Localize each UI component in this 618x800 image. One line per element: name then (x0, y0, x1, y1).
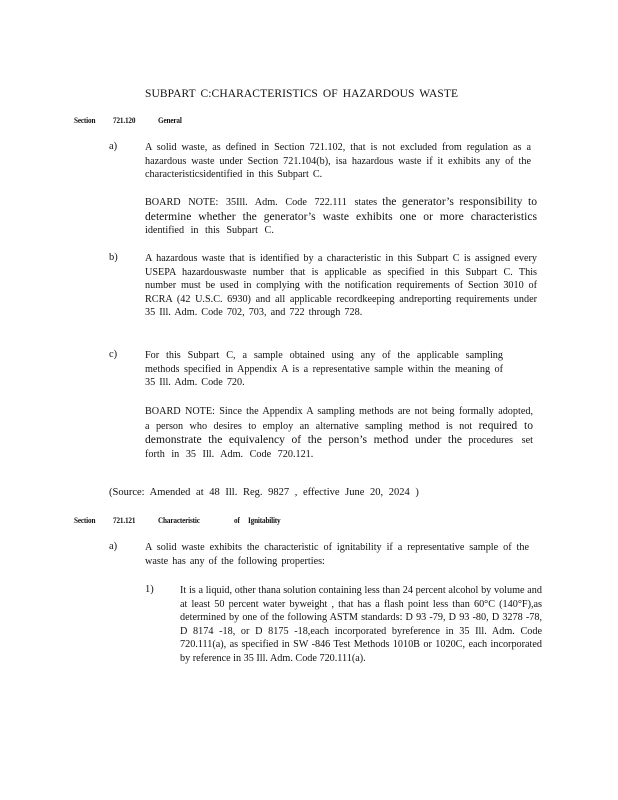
section-number: 721.120 (113, 115, 136, 125)
board-note-2 (145, 405, 533, 461)
section-title: General (158, 115, 182, 125)
item2-marker-a: a) (109, 541, 118, 552)
board-note-2-end: procedures set forth in 35 Ill. Adm. Code 720.121. (145, 435, 533, 460)
paragraph-b: A hazardous waste that is identified by a characteristic in this Subpart C is assigned every USEPA hazardouswaste number that is applicable as specified in this Subpart C. This number must be used in complying with the notification requirements of Section 3010 of RCRA (42 U.S.C. 6930) and all applicable recordkeeping andreporting requirements under 35 Ill. Adm. Code 702, 703, and 722 through 728. (145, 253, 537, 319)
board-note-2-start: BOARD NOTE: Since the Appendix A sampling methods are not being formally adopted, a person who desires to employ an alternative sampling method is not (145, 406, 533, 432)
subpart-heading: SUBPART C:CHARACTERISTICS OF HAZARDOUS WASTE (145, 88, 459, 100)
section-title-2: Characteristic (158, 515, 200, 525)
section-label: Section (74, 115, 96, 125)
section-label-2: Section (74, 515, 96, 525)
board-note-1-start: BOARD NOTE: 35Ill. Adm. Code 722.111 states (145, 197, 378, 208)
source-note: (Source: Amended at 48 Ill. Reg. 9827 , effective June 20, 2024 ) (109, 487, 419, 498)
paragraph2-a1: It is a liquid, other thana solution containing less than 24 percent alcohol by volume and at least 50 percent water byweight , that has a flash point less than 60°C (140°F),as determined by one of the following ASTM standards: D 93 -79, D 93 -80, D 3278 -78, D 8174 -18, or D 8175 -18,each incorporated byreference in 35 Ill. Adm. Code 720.111(a), as specified in SW -846 Test Methods 1010B or 1020C, each incorporated by reference in 35 Ill. Adm. Code 720.111(a). (180, 585, 542, 664)
paragraph2-a: A solid waste exhibits the characteristic of ignitability if a representative sample of the waste has any of the following properties: (145, 542, 529, 567)
section-title-2b: Ignitability (248, 515, 281, 525)
board-note-1 (145, 195, 537, 238)
item-marker-a: a) (109, 141, 118, 152)
board-note-2-middle: required to demonstrate the equivalency of the person’s method under the (145, 418, 533, 447)
board-note-1-end: identified in this Subpart C. (145, 225, 274, 237)
section-title-of: of (234, 515, 240, 525)
paragraph-c: For this Subpart C, a sample obtained using any of the applicable sampling methods specified in Appendix A is a representative sample within the meaning of 35 Ill. Adm. Code 720. (145, 350, 503, 389)
paragraph-a: A solid waste, as defined in Section 721.102, that is not excluded from regulation as a hazardous waste under Section 721.104(b), isa hazardous waste if it exhibits any of the characteristicsidentified in this Subpart C. (145, 142, 531, 181)
item-marker-b: b) (109, 252, 118, 263)
item-marker-c: c) (109, 349, 118, 360)
item2-marker-1: 1) (145, 584, 154, 595)
board-note-1-middle: the generator’s responsibility to determine whether the generator’s waste exhibits one or more characteristics (145, 195, 537, 223)
section-number-2: 721.121 (113, 515, 136, 525)
